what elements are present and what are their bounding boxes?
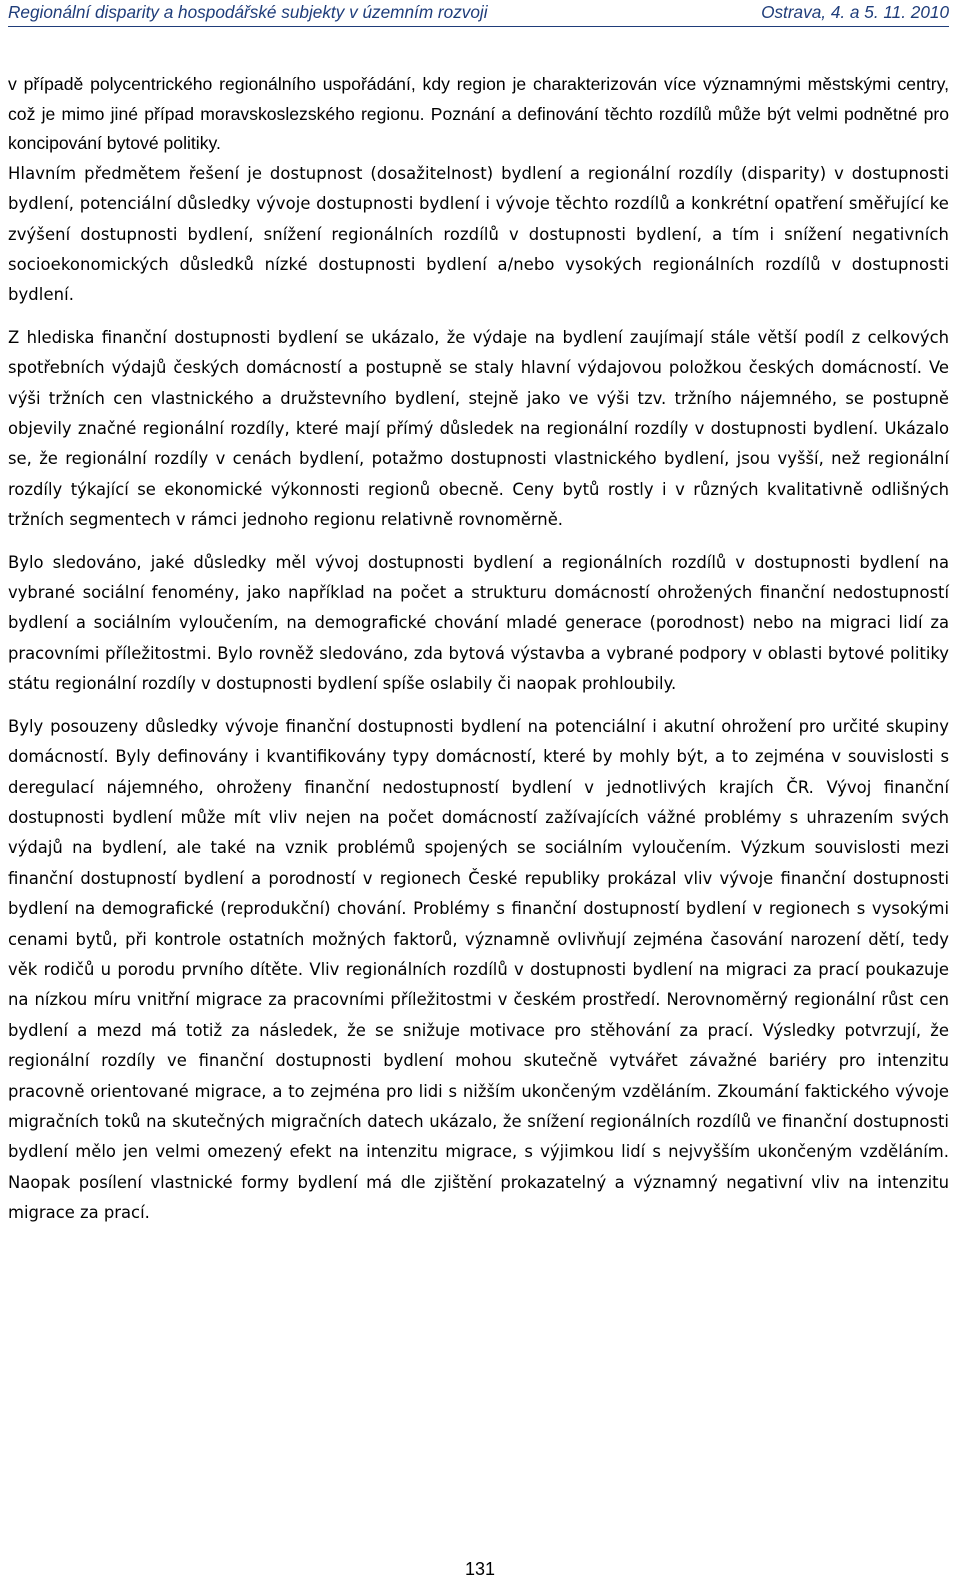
document-body: [8, 70, 949, 1229]
paragraph-4: Bylo sledováno, jaké důsledky měl vývoj dostupnosti bydlení a regionálních rozdílů v dostupnosti bydlení na vybrané sociální fenomény, jako například na počet a strukturu domácností ohrožených finanční nedostupností bydlení a sociálním vyloučením, na demografické chování mladé generace (porodnost) nebo na migraci lidí za pracovními příležitostmi. Bylo rovněž sledováno, zda bytová výstavba a vybrané podpory v oblasti bytové politiky státu regionální rozdíly v dostupnosti bydlení spíše oslabily či naopak prohloubily.: [8, 552, 949, 694]
paragraph-2: Hlavním předmětem řešení je dostupnost (dosažitelnost) bydlení a regionální rozdíly (disparity) v dostupnosti bydlení, potenciální důsledky vývoje dostupnosti bydlení i vývoje těchto rozdílů a konkrétní opatření směřující ke zvýšení dostupnosti bydlení, snížení regionálních rozdílů v dostupnosti bydlení, a tím i snížení negativních socioekonomických důsledků nízké dostupnosti bydlení a/nebo vysokých regionálních rozdílů v dostupnosti bydlení.: [8, 163, 949, 305]
header-title: Regionální disparity a hospodářské subjekty v územním rozvoji: [8, 2, 488, 22]
paragraph-1: v případě polycentrického regionálního uspořádání, kdy region je charakterizován více významnými městskými centry, což je mimo jiné případ moravskoslezského regionu. Poznání a definování těchto rozdílů může být velmi podnětné pro koncipování bytové politiky.: [8, 74, 949, 154]
paragraph-3: Z hlediska finanční dostupnosti bydlení se ukázalo, že výdaje na bydlení zaujímají stále větší podíl z celkových spotřebních výdajů českých domácností a postupně se staly hlavní výdajovou položkou českých domácností. Ve výši tržních cen vlastnického a družstevního bydlení, stejně jako ve výši tzv. tržního nájemného, se postupně objevily značné regionální rozdíly, které mají přímý důsledek na regionální rozdíly v dostupnosti bydlení. Ukázalo se, že regionální rozdíly v cenách bydlení, potažmo dostupnosti vlastnického bydlení, jsou vyšší, než regionální rozdíly týkající se ekonomické výkonnosti regionů obecně. Ceny bytů rostly i v různých kvalitativně odlišných tržních segmentech v rámci jednoho regionu relativně rovnoměrně.: [8, 327, 949, 530]
page-number: 131: [464, 1559, 496, 1579]
header-date: Ostrava, 4. a 5. 11. 2010: [761, 2, 949, 22]
running-header: [8, 0, 949, 27]
paragraph-5: Byly posouzeny důsledky vývoje finanční dostupnosti bydlení na potenciální i akutní ohrožení pro určité skupiny domácností. Byly definovány i kvantifikovány typy domácností, které by mohly být, a to zejména v souvislosti s deregulací nájemného, ohroženy finanční nedostupností bydlení v jednotlivých krajích ČR. Vývoj finanční dostupnosti bydlení může mít vliv nejen na počet domácností zažívajících vážné problémy s uhrazením svých výdajů na bydlení, ale také na vznik problémů spojených se sociálním vyloučením. Výzkum souvislosti mezi finanční dostupností bydlení a porodností v regionech České republiky prokázal vliv vývoje finanční dostupnosti bydlení na demografické (reprodukční) chování. Problémy s finanční dostupností bydlení v regionech s vysokými cenami bytů, při kontrole ostatních možných faktorů, významně ovlivňují zejména časování narození dětí, tedy věk rodičů u porodu prvního dítěte. Vliv regionálních rozdílů v dostupnosti bydlení na migraci za prací poukazuje na nízkou míru vnitřní migrace za pracovními příležitostmi v českém prostředí. Nerovnoměrný regionální růst cen bydlení a mezd má totiž za následek, že se snižuje motivace pro stěhování za prací. Výsledky potvrzují, že regionální rozdíly ve finanční dostupnosti bydlení mohou skutečně vytvářet závažné bariéry pro intenzitu pracovně orientované migrace, a to zejména pro lidi s nižším ukončeným vzděláním. Zkoumání faktického vývoje migračních toků na skutečných migračních datech ukázalo, že snížení regionálních rozdílů ve finanční dostupnosti bydlení mělo jen velmi omezený efekt na intenzitu migrace, s výjimkou lidí s nejvyšším ukončeným vzděláním. Naopak posílení vlastnické formy bydlení má dle zjištění prokazatelný a významný negativní vliv na intenzitu migrace za prací.: [8, 716, 949, 1223]
